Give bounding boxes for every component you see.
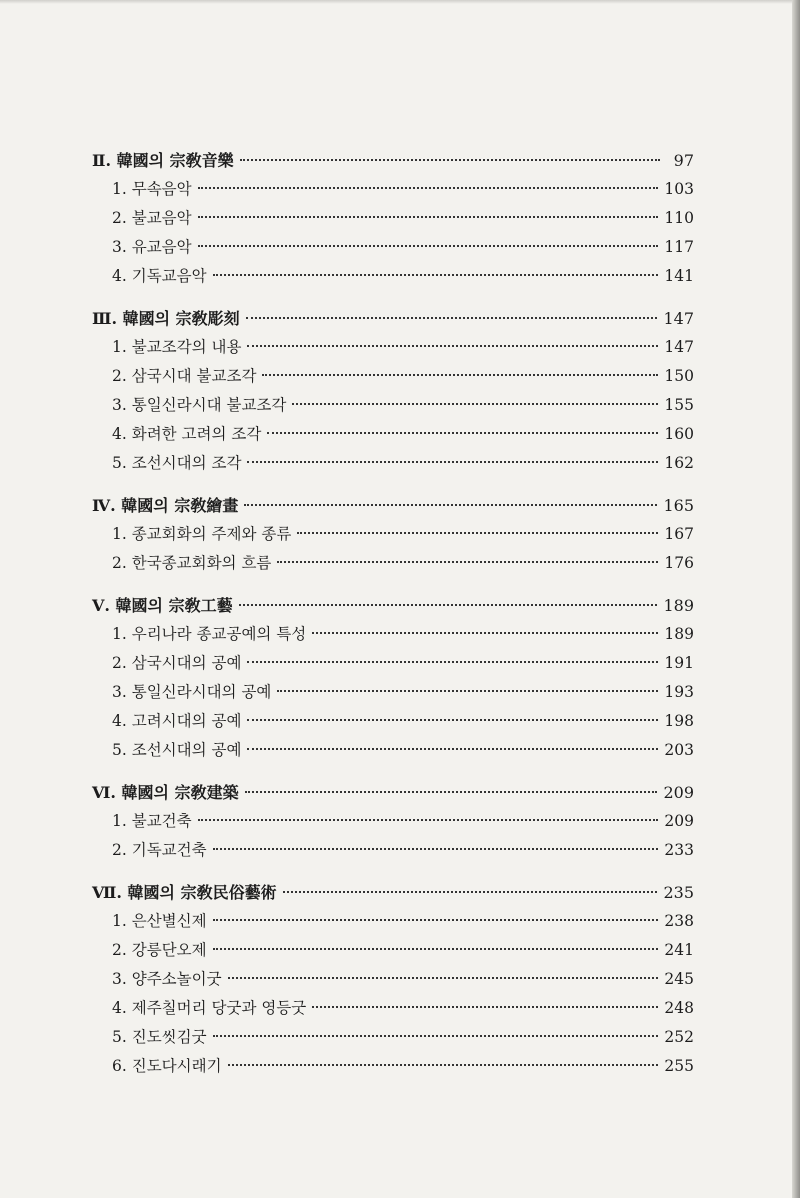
toc-chapter bbox=[92, 306, 694, 480]
dot-leader bbox=[262, 374, 658, 376]
entry-title: 3. 통일신라시대의 공예 bbox=[112, 683, 272, 701]
page-number: 235 bbox=[663, 883, 694, 902]
toc-entry bbox=[92, 967, 694, 996]
page-number: 248 bbox=[664, 999, 694, 1017]
toc-entry bbox=[92, 651, 694, 680]
dot-leader bbox=[240, 159, 660, 161]
dot-leader bbox=[213, 948, 659, 950]
entry-title: 5. 진도씻김굿 bbox=[112, 1028, 207, 1046]
page-number: 209 bbox=[664, 812, 694, 830]
entry-title: 2. 불교음악 bbox=[112, 209, 192, 227]
toc-entry bbox=[92, 738, 694, 767]
page-number: 176 bbox=[664, 554, 694, 572]
chapter-title: Ⅲ. 韓國의 宗敎彫刻 bbox=[92, 309, 240, 328]
page-number: 97 bbox=[673, 151, 694, 170]
page-number: 155 bbox=[664, 396, 694, 414]
entry-title: 4. 화려한 고려의 조각 bbox=[112, 425, 262, 443]
toc-entry bbox=[92, 522, 694, 551]
toc-entry bbox=[92, 709, 694, 738]
toc-entry bbox=[92, 551, 694, 580]
dot-leader bbox=[247, 461, 658, 463]
page-number: 162 bbox=[664, 454, 694, 472]
chapter-heading bbox=[92, 493, 694, 522]
entry-title: 2. 한국종교회화의 흐름 bbox=[112, 554, 272, 572]
page-top-edge bbox=[0, 0, 800, 4]
toc-entry bbox=[92, 996, 694, 1025]
entry-title: 3. 양주소놀이굿 bbox=[112, 970, 222, 988]
page-number: 198 bbox=[664, 712, 694, 730]
page-number: 165 bbox=[663, 496, 694, 515]
toc-chapter bbox=[92, 593, 694, 767]
dot-leader bbox=[213, 919, 659, 921]
toc-chapter bbox=[92, 493, 694, 580]
entry-title: 1. 우리나라 종교공예의 특성 bbox=[112, 625, 307, 643]
dot-leader bbox=[297, 532, 658, 534]
toc-entry bbox=[92, 622, 694, 651]
entry-title: 6. 진도다시래기 bbox=[112, 1057, 222, 1075]
entry-title: 4. 기독교음악 bbox=[112, 267, 207, 285]
toc-entry bbox=[92, 680, 694, 709]
toc-entry bbox=[92, 1054, 694, 1083]
page-number: 167 bbox=[664, 525, 694, 543]
toc-entry bbox=[92, 235, 694, 264]
chapter-heading bbox=[92, 880, 694, 909]
toc-entry bbox=[92, 451, 694, 480]
dot-leader bbox=[245, 791, 658, 793]
dot-leader bbox=[213, 848, 659, 850]
page-number: 103 bbox=[664, 180, 694, 198]
chapter-heading bbox=[92, 306, 694, 335]
toc-entry bbox=[92, 809, 694, 838]
page-number: 189 bbox=[663, 596, 694, 615]
dot-leader bbox=[247, 345, 658, 347]
page-number: 160 bbox=[664, 425, 694, 443]
toc-chapter bbox=[92, 780, 694, 867]
dot-leader bbox=[283, 891, 658, 893]
page-number: 191 bbox=[664, 654, 694, 672]
dot-leader bbox=[198, 819, 659, 821]
page-number: 147 bbox=[663, 309, 694, 328]
toc-entry bbox=[92, 1025, 694, 1054]
dot-leader bbox=[213, 1035, 659, 1037]
entry-title: 3. 통일신라시대 불교조각 bbox=[112, 396, 287, 414]
toc-entry bbox=[92, 177, 694, 206]
toc-entry bbox=[92, 938, 694, 967]
table-of-contents bbox=[92, 148, 694, 1096]
entry-title: 5. 조선시대의 공예 bbox=[112, 741, 242, 759]
chapter-title: Ⅴ. 韓國의 宗敎工藝 bbox=[92, 596, 233, 615]
page-number: 203 bbox=[664, 741, 694, 759]
dot-leader bbox=[247, 719, 658, 721]
page-number: 150 bbox=[664, 367, 694, 385]
toc-entry bbox=[92, 393, 694, 422]
entry-title: 1. 불교건축 bbox=[112, 812, 192, 830]
chapter-title: Ⅳ. 韓國의 宗敎繪畫 bbox=[92, 496, 239, 515]
page-number: 110 bbox=[664, 209, 694, 227]
dot-leader bbox=[277, 561, 658, 563]
dot-leader bbox=[213, 274, 659, 276]
toc-entry bbox=[92, 264, 694, 293]
toc-entry bbox=[92, 335, 694, 364]
entry-title: 2. 기독교건축 bbox=[112, 841, 207, 859]
entry-title: 4. 고려시대의 공예 bbox=[112, 712, 242, 730]
chapter-title: Ⅶ. 韓國의 宗敎民俗藝術 bbox=[92, 883, 277, 902]
entry-title: 1. 무속음악 bbox=[112, 180, 192, 198]
dot-leader bbox=[247, 661, 658, 663]
toc-entry bbox=[92, 364, 694, 393]
page-number: 252 bbox=[664, 1028, 694, 1046]
page-right-edge bbox=[792, 0, 800, 1198]
page-number: 117 bbox=[664, 238, 694, 256]
dot-leader bbox=[198, 216, 659, 218]
page-number: 141 bbox=[664, 267, 694, 285]
dot-leader bbox=[228, 977, 659, 979]
page-number: 241 bbox=[664, 941, 694, 959]
page-number: 209 bbox=[663, 783, 694, 802]
dot-leader bbox=[239, 604, 658, 606]
chapter-title: Ⅱ. 韓國의 宗敎音樂 bbox=[92, 151, 234, 170]
chapter-heading bbox=[92, 148, 694, 177]
dot-leader bbox=[228, 1064, 659, 1066]
page-number: 233 bbox=[664, 841, 694, 859]
toc-entry bbox=[92, 422, 694, 451]
entry-title: 5. 조선시대의 조각 bbox=[112, 454, 242, 472]
toc-chapter bbox=[92, 880, 694, 1083]
chapter-title: Ⅵ. 韓國의 宗敎建築 bbox=[92, 783, 239, 802]
dot-leader bbox=[312, 632, 658, 634]
dot-leader bbox=[312, 1006, 658, 1008]
dot-leader bbox=[244, 504, 657, 506]
entry-title: 3. 유교음악 bbox=[112, 238, 192, 256]
page-number: 189 bbox=[664, 625, 694, 643]
chapter-heading bbox=[92, 780, 694, 809]
toc-entry bbox=[92, 838, 694, 867]
dot-leader bbox=[292, 403, 658, 405]
page-number: 193 bbox=[664, 683, 694, 701]
entry-title: 1. 은산별신제 bbox=[112, 912, 207, 930]
toc-entry bbox=[92, 909, 694, 938]
page-number: 245 bbox=[664, 970, 694, 988]
page-number: 255 bbox=[664, 1057, 694, 1075]
entry-title: 2. 삼국시대의 공예 bbox=[112, 654, 242, 672]
entry-title: 2. 강릉단오제 bbox=[112, 941, 207, 959]
entry-title: 2. 삼국시대 불교조각 bbox=[112, 367, 257, 385]
dot-leader bbox=[247, 748, 658, 750]
entry-title: 1. 종교회화의 주제와 종류 bbox=[112, 525, 292, 543]
entry-title: 4. 제주칠머리 당굿과 영등굿 bbox=[112, 999, 307, 1017]
dot-leader bbox=[198, 245, 659, 247]
dot-leader bbox=[267, 432, 658, 434]
dot-leader bbox=[277, 690, 658, 692]
chapter-heading bbox=[92, 593, 694, 622]
toc-entry bbox=[92, 206, 694, 235]
page-number: 147 bbox=[664, 338, 694, 356]
entry-title: 1. 불교조각의 내용 bbox=[112, 338, 242, 356]
dot-leader bbox=[246, 317, 658, 319]
toc-chapter bbox=[92, 148, 694, 293]
page-number: 238 bbox=[664, 912, 694, 930]
dot-leader bbox=[198, 187, 659, 189]
